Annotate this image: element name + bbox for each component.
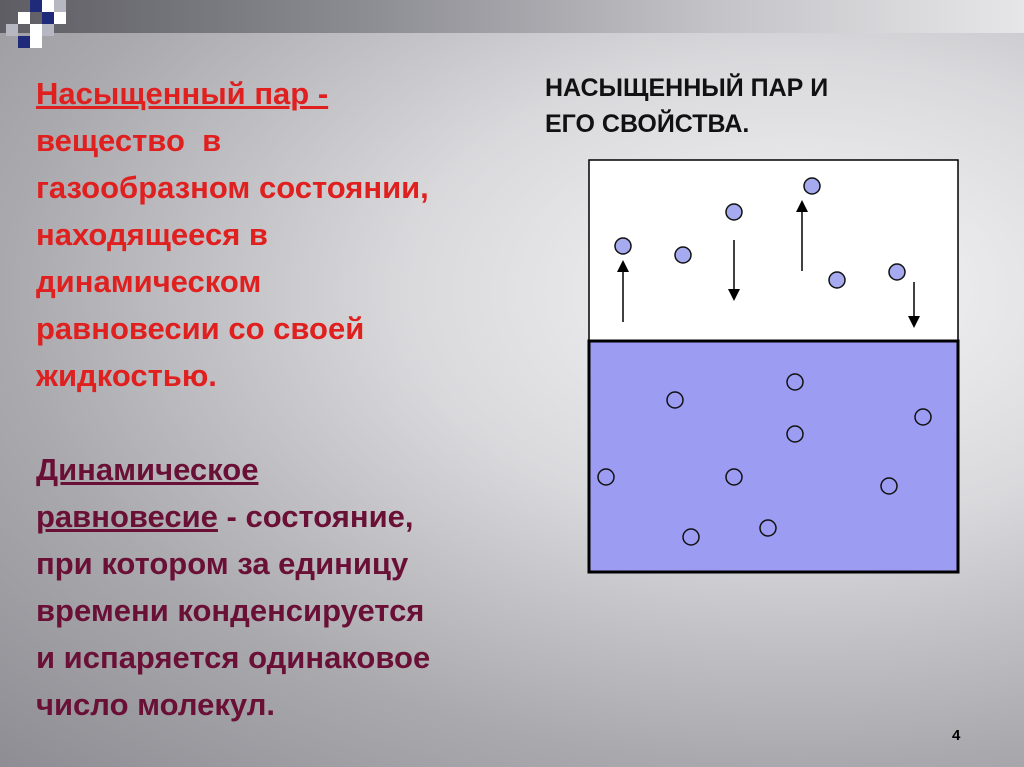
definition-1-line: динамическом [36, 264, 262, 299]
vapor-molecule [804, 178, 820, 194]
vapor-region [589, 160, 958, 342]
top-bar [0, 0, 1024, 33]
definition-2-line: при котором за единицу [36, 546, 409, 581]
definition-1-line: газообразном состоянии, [36, 170, 429, 205]
term-saturated-vapor: Насыщенный пар - [36, 76, 329, 111]
vapor-molecule [615, 238, 631, 254]
definition-2-term-line [36, 493, 556, 540]
definition-1-line: находящееся в [36, 217, 268, 252]
vapor-molecule [889, 264, 905, 280]
liquid-region [589, 341, 958, 572]
term-dynamic-equilibrium-2: равновесие [36, 499, 218, 534]
definition-1-line: жидкостью. [36, 358, 217, 393]
logo-squares-icon [0, 0, 80, 60]
slide-title-line: НАСЫЩЕННЫЙ ПАР И [545, 74, 829, 102]
definition-2-line: и испаряется одинаковое [36, 640, 431, 675]
definition-2 [36, 446, 556, 728]
slide-title-line: ЕГО СВОЙСТВА. [545, 110, 750, 138]
vapor-molecule [726, 204, 742, 220]
definition-1-line: вещество в [36, 123, 222, 158]
spacer [36, 399, 556, 446]
vapor-liquid-diagram [587, 158, 962, 576]
vapor-molecule [675, 247, 691, 263]
page-number: 4 [952, 727, 961, 744]
definition-text-block [36, 70, 556, 728]
slide-title [545, 70, 965, 142]
definition-1-line: равновесии со своей [36, 311, 365, 346]
vapor-molecule [829, 272, 845, 288]
definition-2-dash: - состояние, [217, 499, 414, 534]
definition-1 [36, 70, 556, 399]
definition-2-line: времени конденсируется [36, 593, 425, 628]
definition-2-line: число молекул. [36, 687, 275, 722]
term-dynamic-equilibrium-1: Динамическое [36, 452, 259, 487]
